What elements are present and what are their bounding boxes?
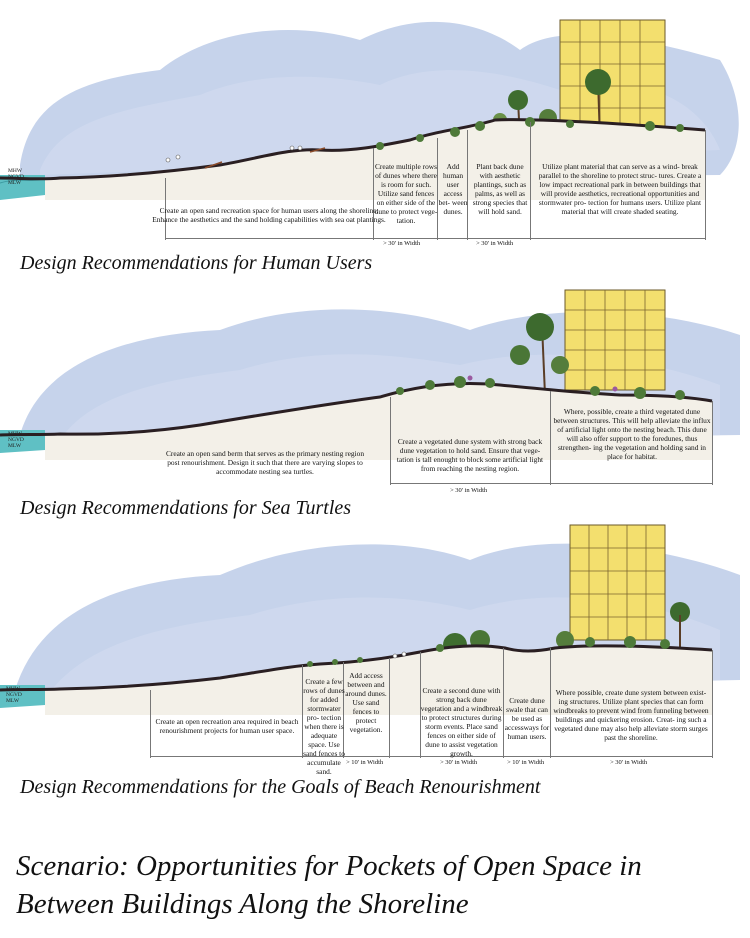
note-multiple-dunes: Create multiple rows of dunes where there is room for such. Utilize sand fences on either side of the dune to protect vege- tation.: [374, 162, 438, 225]
note-open-recreation-area: Create an open recreation area required in beach renourishment projects for human user space.: [155, 717, 299, 735]
width-label: > 30' in Width: [383, 240, 421, 247]
panel-beach-renourishment: [0, 520, 750, 805]
width-label: > 30' in Width: [610, 759, 648, 766]
tide-label-mhw: MHW: [6, 686, 21, 692]
tide-label-mlw: MLW: [6, 698, 20, 705]
width-label: > 30' in Width: [476, 240, 514, 247]
note-dune-swale: Create dune swale that can be used as accessways for human users.: [504, 696, 550, 741]
tide-label-ngvd: NGVD: [8, 437, 24, 444]
tide-label-ngvd: NGVD: [8, 174, 24, 181]
note-dune-between-structures: Where possible, create dune system between exist- ing structures. Utilize plant species that can form windbreaks to prevent wind from funneling between buildings and quickering erosion. Creat- ing such a vegetated dune may also help alleviate storm surges past the shoreline.: [553, 688, 709, 742]
building: [565, 290, 665, 390]
width-label: > 30' in Width: [440, 759, 478, 766]
note-add-access: Add access between and around dunes. Use sand fences to protect vegetation.: [345, 671, 387, 734]
panel-title: Design Recommendations for Sea Turtles: [20, 497, 352, 519]
note-open-sand-berm: Create an open sand berm that serves as the primary nesting region post renourishment. Design it such that there are varying slopes to accommodate nesting sea turtles.: [165, 449, 365, 476]
note-vegetated-dune-system: Create a vegetated dune system with strong back dune vegetation to hold sand. Ensure that vege- tation is tall enought to block some artificial light from reaching the nesting region.: [396, 437, 544, 473]
scenario-title-line-1: Scenario: Opportunities for Pockets of Open Space in: [16, 850, 642, 882]
section-illustration: [0, 285, 750, 495]
panel-title: Design Recommendations for Human Users: [20, 252, 373, 274]
width-label: > 30' in Width: [450, 487, 488, 494]
tide-labels: [8, 168, 24, 187]
note-open-sand-recreation: Create an open sand recreation space for human users along the shoreline. Enhance the aesthetics and the sand holding capabilities with sea oat plantings.: [152, 206, 386, 224]
scenario-title: [16, 847, 642, 923]
panel-sea-turtles: [0, 285, 750, 525]
note-windbreak-park: Utilize plant material that can serve as a wind- break parallel to the shoreline to protect struc- tures. Create a low impact recreational park in between buildings that will provide aesthetics, recreational opportunities and stormwater pro- tection for humans users. Utilize plant material that will create shaded seating.: [538, 162, 702, 216]
tide-label-ngvd: NGVD: [6, 692, 22, 699]
scenario-title-line-2: Between Buildings Along the Shoreline: [16, 888, 469, 920]
tide-labels: [8, 431, 24, 450]
tide-label-mlw: MLW: [8, 180, 22, 187]
note-back-dune-plantings: Plant back dune with aesthetic plantings, such as palms, as well as strong species that will hold sand.: [472, 162, 528, 216]
building: [570, 525, 665, 640]
tide-label-mhw: MHW: [8, 168, 23, 174]
panel-human-users: [0, 0, 750, 280]
note-rows-of-dunes: Create a few rows of dunes for added stormwater pro- tection when there is adequate space. Use sand fences to accumulate sand.: [303, 677, 345, 776]
width-label: > 10' in Width: [507, 759, 545, 766]
note-third-vegetated-dune: Where, possible, create a third vegetated dune between structures. This will help alleviate the influx of artificial light onto the nesting beach. This dune will also offer support to the foredunes, thus strengthen- ing the vegetation and holding sand in place for habitat.: [553, 407, 711, 461]
note-second-dune: Create a second dune with strong back dune vegetation and a windbreak to protect structures during storm events. Place sand fences on either side of dune to assist vegetation growth.: [420, 686, 503, 758]
panel-title: Design Recommendations for the Goals of Beach Renourishment: [20, 776, 541, 798]
note-user-access: Add human user access bet- ween dunes.: [438, 162, 468, 216]
tide-labels: [6, 686, 22, 705]
width-label: > 10' in Width: [346, 759, 384, 766]
tide-label-mlw: MLW: [8, 443, 22, 450]
tide-label-mhw: MHW: [8, 431, 23, 437]
